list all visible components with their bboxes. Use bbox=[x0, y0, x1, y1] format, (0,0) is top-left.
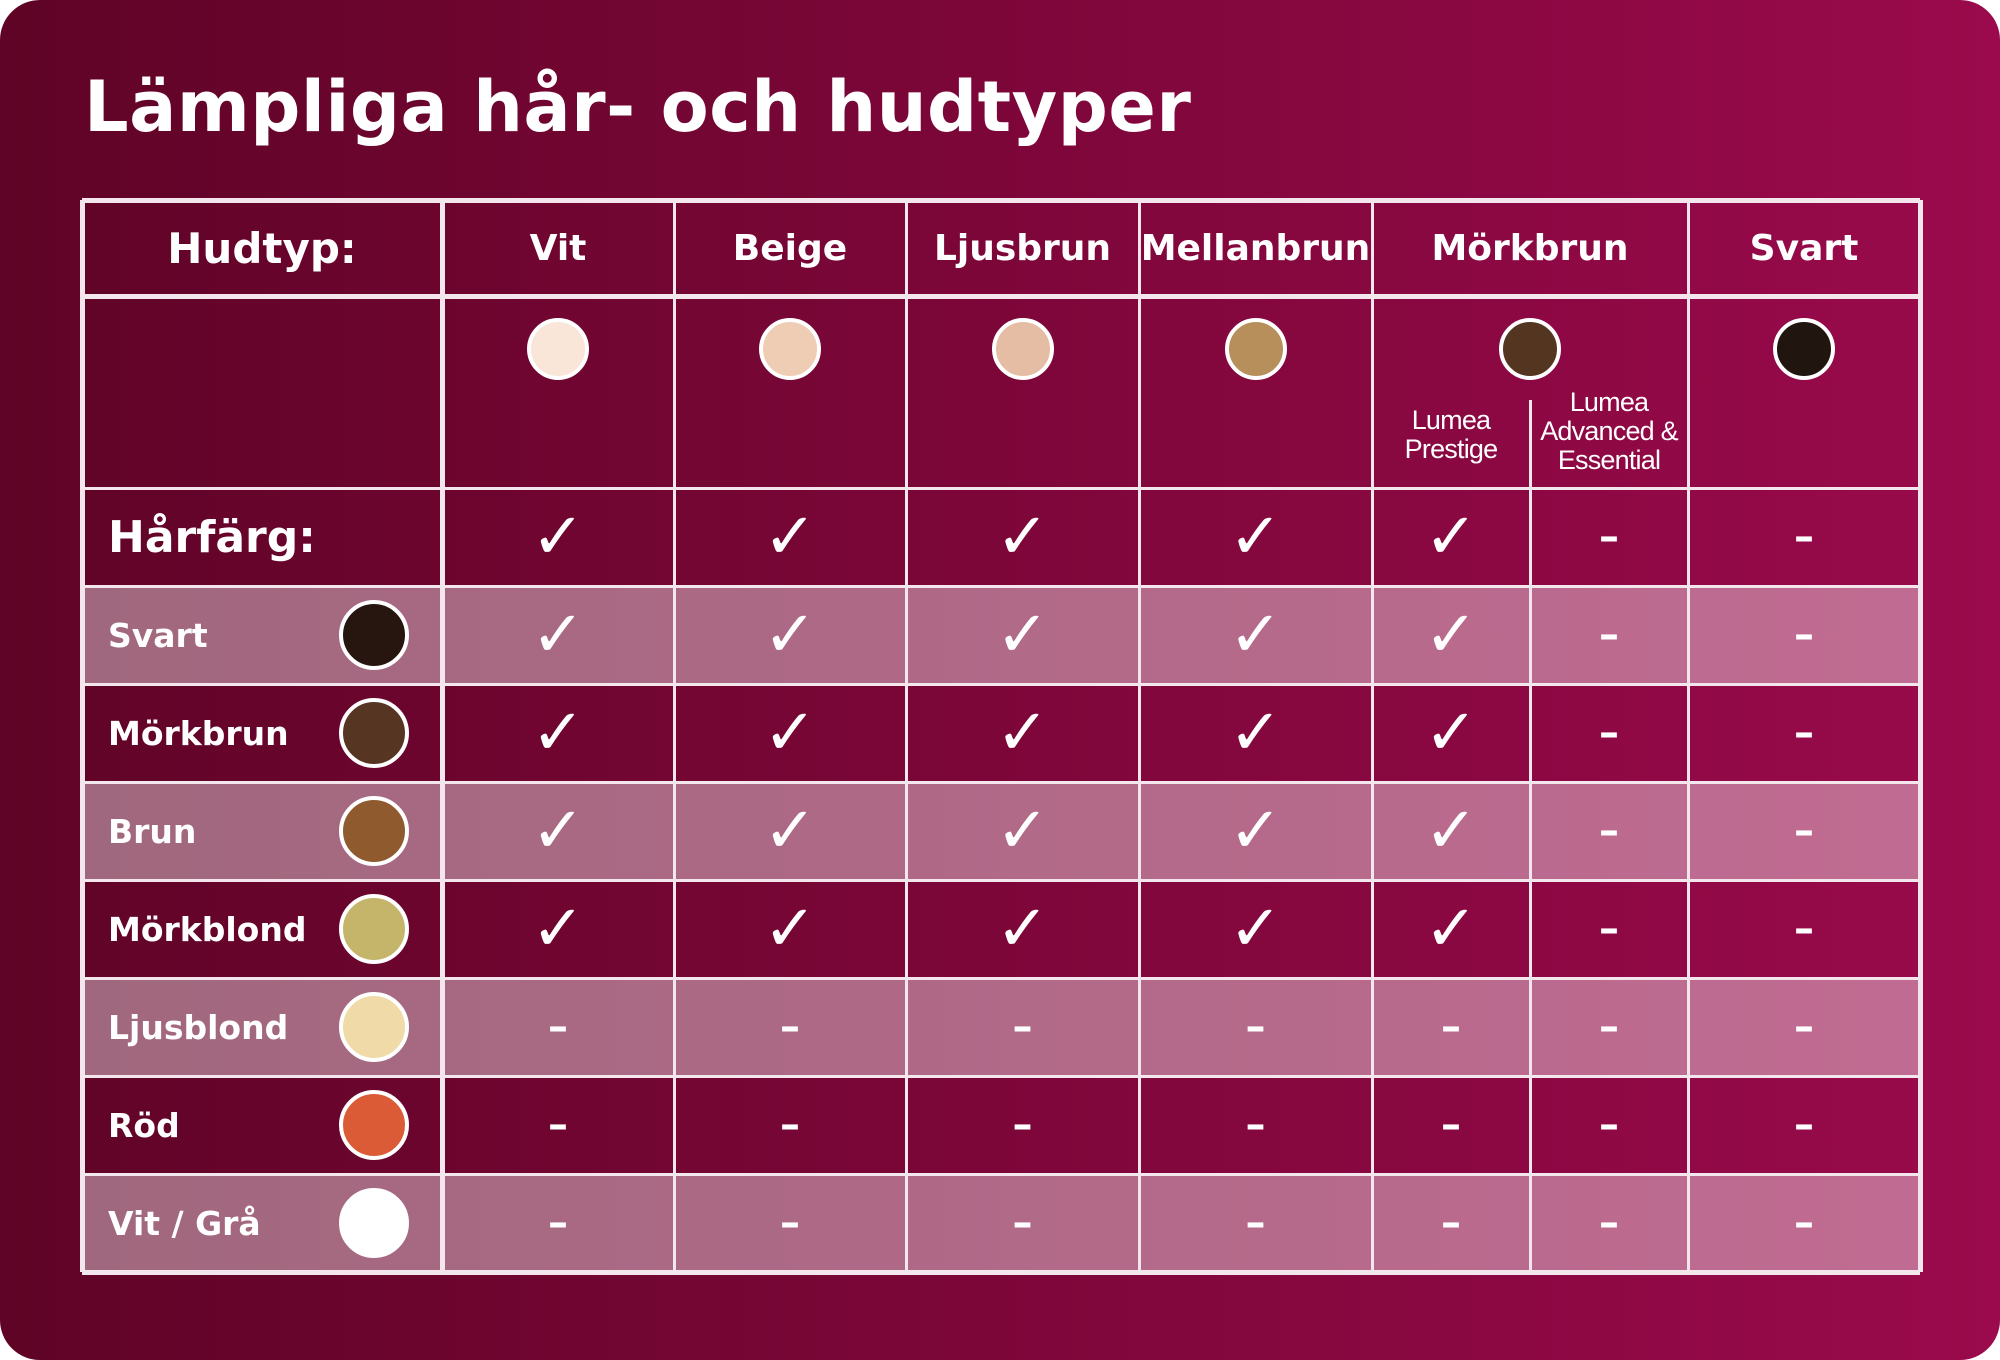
check-mark: ✓ bbox=[995, 500, 1050, 574]
skin-type-label: Svart bbox=[1749, 227, 1859, 269]
hair-color-swatch bbox=[339, 992, 409, 1062]
check-mark: ✓ bbox=[531, 794, 585, 868]
check-mark: ✓ bbox=[995, 598, 1050, 672]
dash-mark: – bbox=[780, 1200, 800, 1246]
device-subcolumn-label: Lumea Prestige bbox=[1404, 405, 1498, 464]
dash-mark: – bbox=[1599, 906, 1619, 952]
hair-color-swatch bbox=[339, 796, 409, 866]
dash-mark: – bbox=[1794, 514, 1814, 560]
dash-mark: – bbox=[1245, 1200, 1266, 1246]
dash-mark: – bbox=[1599, 514, 1619, 560]
dash-mark: – bbox=[548, 1004, 568, 1050]
dash-mark: – bbox=[1794, 1004, 1814, 1050]
check-mark: ✓ bbox=[763, 696, 817, 770]
hair-color-label: Brun bbox=[108, 811, 197, 851]
skin-type-label: Ljusbrun bbox=[933, 227, 1112, 269]
dash-mark: – bbox=[1794, 1102, 1814, 1148]
hair-color-label: Vit / Grå bbox=[108, 1203, 261, 1243]
hair-color-label: Ljusblond bbox=[108, 1007, 289, 1047]
hair-color-label: Svart bbox=[108, 615, 208, 655]
check-mark: ✓ bbox=[1424, 696, 1478, 770]
check-mark: ✓ bbox=[1424, 892, 1478, 966]
skin-tone-swatch bbox=[992, 318, 1054, 380]
skin-tone-swatch bbox=[759, 318, 821, 380]
check-mark: ✓ bbox=[1424, 598, 1478, 672]
dash-mark: – bbox=[1794, 906, 1814, 952]
dash-mark: – bbox=[1012, 1200, 1033, 1246]
hair-color-label: Mörkblond bbox=[108, 909, 307, 949]
hair-color-heading: Hårfärg: bbox=[108, 511, 316, 563]
skin-type-label: Mellanbrun bbox=[1140, 227, 1371, 269]
dash-mark: – bbox=[1599, 1102, 1619, 1148]
dash-mark: – bbox=[1245, 1102, 1266, 1148]
check-mark: ✓ bbox=[763, 892, 817, 966]
check-mark: ✓ bbox=[995, 696, 1050, 770]
check-mark: ✓ bbox=[763, 500, 817, 574]
dash-mark: – bbox=[1599, 1200, 1619, 1246]
device-subcolumn-label: Lumea Advanced & Essential bbox=[1540, 387, 1678, 475]
hair-color-swatch bbox=[339, 1188, 409, 1258]
check-mark: ✓ bbox=[1228, 500, 1283, 574]
skin-tone-swatch bbox=[1499, 318, 1561, 380]
dash-mark: – bbox=[780, 1004, 800, 1050]
skin-type-heading: Hudtyp: bbox=[167, 223, 357, 273]
skin-tone-swatch bbox=[1225, 318, 1287, 380]
dash-mark: – bbox=[1599, 808, 1619, 854]
skin-type-label: Beige bbox=[732, 227, 848, 269]
table-rule bbox=[80, 200, 85, 1272]
hair-color-label: Röd bbox=[108, 1105, 180, 1145]
dash-mark: – bbox=[1599, 1004, 1619, 1050]
dash-mark: – bbox=[1441, 1004, 1461, 1050]
check-mark: ✓ bbox=[531, 598, 585, 672]
dash-mark: – bbox=[1441, 1102, 1461, 1148]
check-mark: ✓ bbox=[763, 598, 817, 672]
skin-type-label: Vit bbox=[529, 227, 587, 269]
dash-mark: – bbox=[1794, 710, 1814, 756]
check-mark: ✓ bbox=[763, 794, 817, 868]
check-mark: ✓ bbox=[531, 696, 585, 770]
dash-mark: – bbox=[1245, 1004, 1266, 1050]
check-mark: ✓ bbox=[531, 500, 585, 574]
dash-mark: – bbox=[548, 1200, 568, 1246]
skin-tone-swatch bbox=[527, 318, 589, 380]
check-mark: ✓ bbox=[995, 892, 1050, 966]
skin-tone-swatch bbox=[1773, 318, 1835, 380]
hair-color-swatch bbox=[339, 600, 409, 670]
page-title: Lämpliga hår- och hudtyper bbox=[84, 66, 1192, 148]
check-mark: ✓ bbox=[995, 794, 1050, 868]
hair-color-swatch bbox=[339, 698, 409, 768]
dash-mark: – bbox=[1794, 1200, 1814, 1246]
dash-mark: – bbox=[1794, 808, 1814, 854]
check-mark: ✓ bbox=[1228, 794, 1283, 868]
check-mark: ✓ bbox=[1424, 794, 1478, 868]
hair-color-swatch bbox=[339, 894, 409, 964]
dash-mark: – bbox=[1599, 710, 1619, 756]
dash-mark: – bbox=[1599, 612, 1619, 658]
hair-color-label: Mörkbrun bbox=[108, 713, 289, 753]
check-mark: ✓ bbox=[1228, 696, 1283, 770]
check-mark: ✓ bbox=[1228, 598, 1283, 672]
check-mark: ✓ bbox=[1424, 500, 1478, 574]
dash-mark: – bbox=[780, 1102, 800, 1148]
check-mark: ✓ bbox=[1228, 892, 1283, 966]
skin-type-label: Mörkbrun bbox=[1431, 227, 1629, 269]
dash-mark: – bbox=[1794, 612, 1814, 658]
check-mark: ✓ bbox=[531, 892, 585, 966]
hair-color-swatch bbox=[339, 1090, 409, 1160]
dash-mark: – bbox=[1012, 1102, 1033, 1148]
dash-mark: – bbox=[1441, 1200, 1461, 1246]
dash-mark: – bbox=[1012, 1004, 1033, 1050]
dash-mark: – bbox=[548, 1102, 568, 1148]
